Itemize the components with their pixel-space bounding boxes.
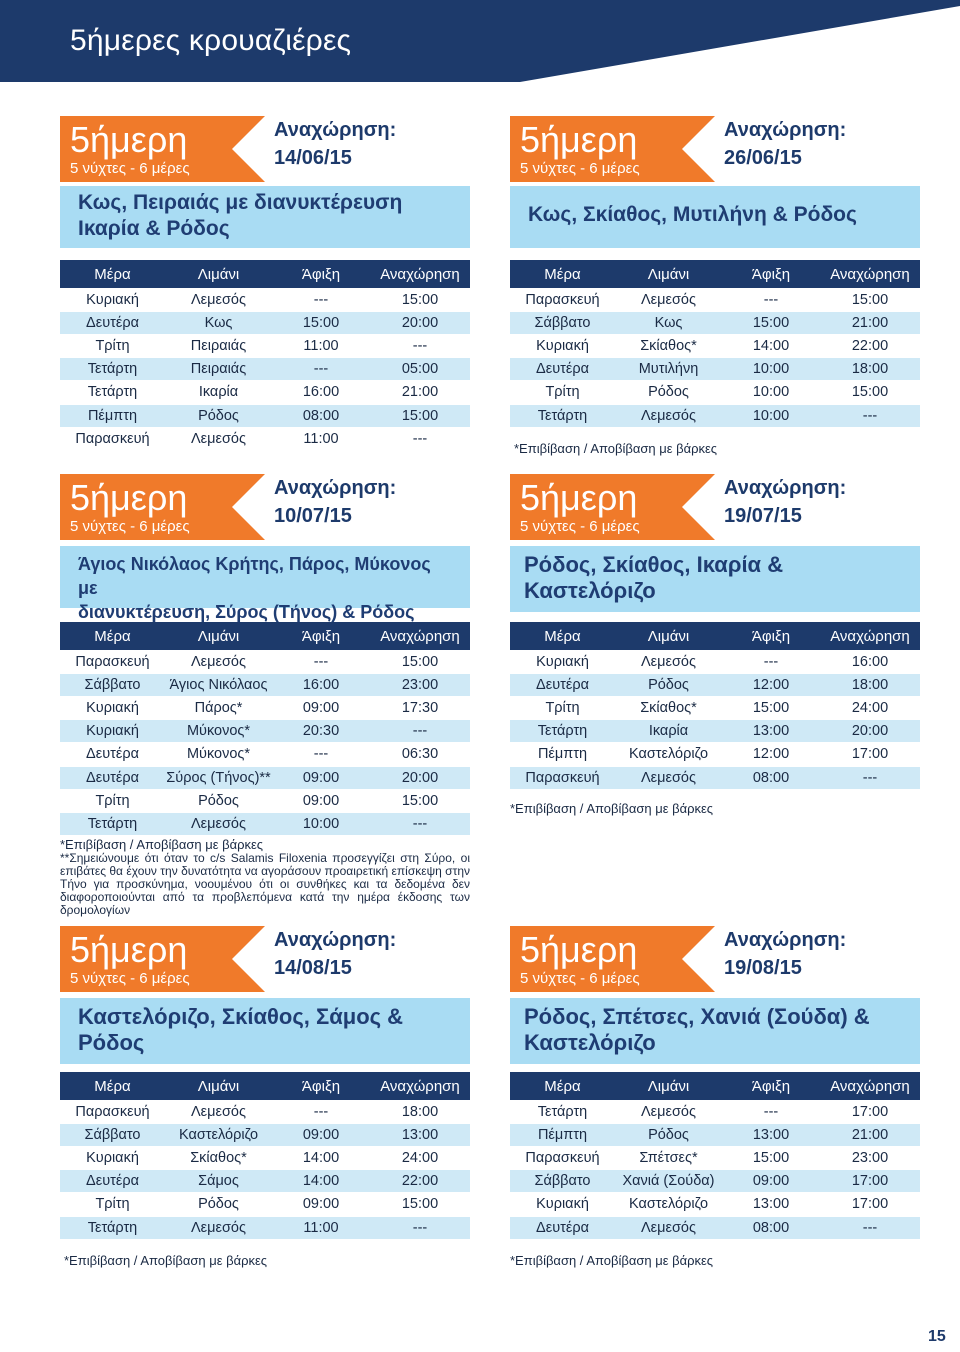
cell-day: Κυριακή (536, 338, 589, 355)
page-banner (0, 0, 960, 82)
footnote-syros: **Σημειώνουμε ότι όταν το c/s Salamis Filoxenia προσεγγίζει στη Σύρο, οι επιβάτες θα έχουν την δυνατότητα να αγοράσουν προαιρετική επίσκεψη στην Τήνο για προσκύνημα, νοουμένου ότι οι συνθήκες και τα δεδομένα δεν διαφοροποιούνται από τα προβλεπόμενα κατά την ημέρα έκδοσης των δρομολογίων (60, 851, 470, 917)
header-departure: Αναχώρηση (830, 1077, 910, 1095)
departure-label: Αναχώρηση: (274, 477, 397, 499)
cell-arrival: --- (313, 746, 329, 763)
cell-day: Σάββατο (84, 1127, 141, 1144)
departure-info (724, 474, 846, 530)
table-row (60, 1217, 470, 1239)
cell-arrival: 13:00 (752, 723, 790, 740)
table-row (510, 1170, 920, 1192)
route-box (60, 998, 470, 1064)
cell-port: Σκίαθος* (640, 338, 697, 355)
cell-arrival: --- (313, 654, 329, 671)
cell-arrival: --- (763, 292, 779, 309)
departure-date: 26/06/15 (724, 147, 802, 169)
departure-info (274, 116, 396, 172)
cell-departure: 17:00 (851, 1104, 889, 1121)
cell-arrival: 09:00 (302, 1127, 340, 1144)
schedule-table (510, 622, 920, 789)
cell-day: Κυριακή (86, 292, 139, 309)
table-row (510, 767, 920, 789)
cell-arrival: 16:00 (302, 677, 340, 694)
cell-port: Ρόδος (198, 1196, 239, 1213)
cell-day: Πέμπτη (87, 407, 138, 424)
cell-day: Δευτέρα (86, 769, 139, 786)
cell-arrival: 15:00 (752, 315, 790, 332)
cell-port: Μύκονος* (186, 723, 251, 740)
table-row (510, 312, 920, 334)
route-line: Άγιος Νικόλαος Κρήτης, Πάρος, Μύκονος με (78, 554, 431, 598)
table-row (60, 767, 470, 789)
schedule-table (60, 260, 470, 450)
table-row (60, 1101, 470, 1123)
cruise-badge (510, 474, 715, 540)
cell-day: Τρίτη (545, 700, 580, 717)
badge-title: 5ήμερη (70, 477, 188, 518)
header-day: Μέρα (94, 627, 131, 645)
departure-label: Αναχώρηση: (274, 119, 397, 141)
header-departure: Αναχώρηση (380, 627, 460, 645)
badge-title: 5ήμερη (70, 119, 188, 160)
table-row (60, 335, 470, 357)
cell-arrival: 10:00 (752, 361, 790, 378)
cell-port: Καστελόριζο (628, 746, 709, 763)
cell-departure: 17:00 (851, 1196, 889, 1213)
cell-day: Τετάρτη (87, 361, 138, 378)
departure-info (724, 926, 846, 982)
badge-title: 5ήμερη (70, 929, 188, 970)
cell-departure: 15:00 (401, 292, 439, 309)
cell-arrival: --- (313, 292, 329, 309)
cell-arrival: 13:00 (752, 1196, 790, 1213)
table-row (60, 405, 470, 427)
cell-port: Λεμεσός (641, 654, 696, 671)
header-arrival: Άφιξη (751, 265, 791, 283)
cell-departure: 18:00 (401, 1104, 439, 1121)
schedule-table (510, 1072, 920, 1239)
table-row (510, 1147, 920, 1169)
departure-label: Αναχώρηση: (724, 929, 847, 951)
cell-departure: 20:00 (401, 315, 439, 332)
cell-day: Παρασκευή (525, 769, 600, 786)
departure-date: 14/06/15 (274, 147, 352, 169)
cell-departure: 20:00 (851, 723, 889, 740)
schedule-table (60, 1072, 470, 1239)
badge-subtitle: 5 νύχτες - 6 μέρες (520, 518, 640, 535)
route-box (510, 998, 920, 1064)
cell-departure: 23:00 (401, 677, 439, 694)
departure-label: Αναχώρηση: (274, 929, 397, 951)
table-row (60, 358, 470, 380)
cell-day: Τρίτη (545, 384, 580, 401)
cell-port: Καστελόριζο (628, 1196, 709, 1213)
header-day: Μέρα (544, 627, 581, 645)
cruise-badge (510, 926, 715, 992)
cell-day: Δευτέρα (86, 315, 139, 332)
cell-port: Λεμεσός (641, 407, 696, 424)
cell-departure: 15:00 (401, 407, 439, 424)
cell-departure: --- (412, 338, 428, 355)
cell-port: Σπέτσες* (639, 1150, 698, 1167)
header-departure: Αναχώρηση (380, 265, 460, 283)
footnote: *Επιβίβαση / Αποβίβαση με βάρκες (64, 1253, 268, 1268)
cell-departure: 17:30 (401, 700, 439, 717)
table-row (510, 674, 920, 696)
route-box (510, 186, 920, 248)
cell-departure: --- (412, 723, 428, 740)
footnote: *Επιβίβαση / Αποβίβαση με βάρκες (514, 441, 718, 456)
table-row (60, 1193, 470, 1215)
cell-day: Παρασκευή (75, 1104, 150, 1121)
cell-port: Λεμεσός (191, 1104, 246, 1121)
cell-port: Ρόδος (198, 407, 239, 424)
table-row (510, 651, 920, 673)
cruise-badge (60, 474, 265, 540)
badge-subtitle: 5 νύχτες - 6 μέρες (70, 160, 190, 177)
footnote: *Επιβίβαση / Αποβίβαση με βάρκες (60, 837, 264, 852)
table-row (510, 743, 920, 765)
cell-arrival: --- (763, 654, 779, 671)
cell-day: Κυριακή (536, 654, 589, 671)
cell-departure: 15:00 (401, 1196, 439, 1213)
cell-port: Σάμος (198, 1173, 239, 1190)
cell-arrival: 09:00 (752, 1173, 790, 1190)
header-day: Μέρα (94, 1077, 131, 1095)
footnote: *Επιβίβαση / Αποβίβαση με βάρκες (510, 801, 714, 816)
schedule-table (60, 622, 470, 835)
table-row (510, 381, 920, 403)
cell-departure: 18:00 (851, 677, 889, 694)
footnote: *Επιβίβαση / Αποβίβαση με βάρκες (510, 1253, 714, 1268)
departure-date: 19/08/15 (724, 957, 802, 979)
route-line: Κως, Πειραιάς με διανυκτέρευση (78, 191, 403, 214)
cell-arrival: 14:00 (302, 1150, 340, 1167)
cell-port: Άγιος Νικόλαος (169, 677, 268, 694)
route-box (510, 546, 920, 612)
cell-arrival: 10:00 (752, 384, 790, 401)
table-row (60, 790, 470, 812)
route-box (60, 546, 470, 622)
cell-departure: 17:00 (851, 746, 889, 763)
cruise-badge (510, 116, 715, 182)
cell-port: Ρόδος (648, 384, 689, 401)
cell-day: Τετάρτη (537, 407, 588, 424)
cell-port: Λεμεσός (191, 430, 246, 447)
header-arrival: Άφιξη (751, 1077, 791, 1095)
table-row (60, 651, 470, 673)
header-departure: Αναχώρηση (830, 265, 910, 283)
cell-departure: --- (862, 769, 878, 786)
badge-title: 5ήμερη (520, 119, 638, 160)
route-box (60, 186, 470, 248)
cell-day: Σάββατο (534, 1173, 591, 1190)
header-port: Λιμάνι (197, 265, 240, 283)
cell-departure: 15:00 (851, 292, 889, 309)
table-row (60, 381, 470, 403)
cell-day: Παρασκευή (525, 292, 600, 309)
page-number: 15 (928, 1328, 946, 1345)
departure-label: Αναχώρηση: (724, 477, 847, 499)
cell-arrival: 09:00 (302, 792, 340, 809)
cell-port: Λεμεσός (641, 769, 696, 786)
departure-info (274, 474, 396, 530)
cell-arrival: 12:00 (752, 677, 790, 694)
cell-departure: 23:00 (851, 1150, 889, 1167)
cell-day: Κυριακή (86, 700, 139, 717)
table-header (60, 622, 470, 650)
cell-arrival: 09:00 (302, 769, 340, 786)
table-row (60, 1124, 470, 1146)
cell-day: Πέμπτη (537, 1127, 588, 1144)
cruise-badge (60, 116, 265, 182)
cell-day: Δευτέρα (86, 1173, 139, 1190)
cell-arrival: --- (763, 1104, 779, 1121)
cell-arrival: 15:00 (752, 700, 790, 717)
table-row (510, 697, 920, 719)
table-row (60, 312, 470, 334)
cell-port: Λεμεσός (191, 815, 246, 832)
header-port: Λιμάνι (197, 627, 240, 645)
cell-day: Τετάρτη (537, 723, 588, 740)
cell-arrival: 15:00 (752, 1150, 790, 1167)
cell-arrival: 12:00 (752, 746, 790, 763)
badge-title: 5ήμερη (520, 477, 638, 518)
table-row (60, 289, 470, 311)
departure-label: Αναχώρηση: (724, 119, 847, 141)
cell-departure: 06:30 (401, 746, 439, 763)
cell-arrival: 15:00 (302, 315, 340, 332)
cell-port: Κως (654, 315, 683, 332)
route-line: Κως, Σκίαθος, Μυτιλήνη & Ρόδος (528, 203, 857, 226)
cell-departure: --- (412, 430, 428, 447)
cell-day: Παρασκευή (75, 654, 150, 671)
table-header (510, 622, 920, 650)
cell-arrival: 10:00 (752, 407, 790, 424)
table-row (60, 697, 470, 719)
cell-day: Σάββατο (84, 677, 141, 694)
badge-title: 5ήμερη (520, 929, 638, 970)
cell-day: Τρίτη (95, 1196, 130, 1213)
cell-day: Κυριακή (86, 1150, 139, 1167)
page-title: 5ήμερες κρουαζιέρες (70, 24, 352, 57)
cell-port: Ικαρία (198, 384, 239, 401)
header-day: Μέρα (544, 265, 581, 283)
route-line: Καστελόριζο (524, 578, 656, 603)
cell-arrival: 11:00 (303, 1219, 339, 1236)
cell-day: Τετάρτη (537, 1104, 588, 1121)
cell-port: Σύρος (Τήνος)** (166, 769, 271, 786)
header-departure: Αναχώρηση (380, 1077, 460, 1095)
cell-port: Ικαρία (648, 723, 689, 740)
cell-port: Λεμεσός (641, 292, 696, 309)
cell-arrival: 20:30 (302, 723, 340, 740)
header-port: Λιμάνι (647, 265, 690, 283)
header-departure: Αναχώρηση (830, 627, 910, 645)
cell-port: Σκίαθος* (640, 700, 697, 717)
badge-subtitle: 5 νύχτες - 6 μέρες (70, 970, 190, 987)
departure-info (724, 116, 846, 172)
cell-arrival: 10:00 (302, 815, 340, 832)
table-row (510, 335, 920, 357)
header-arrival: Άφιξη (751, 627, 791, 645)
table-row (60, 1170, 470, 1192)
cell-day: Πέμπτη (537, 746, 588, 763)
cell-day: Παρασκευή (75, 430, 150, 447)
cell-arrival: 09:00 (302, 1196, 340, 1213)
cell-arrival: 09:00 (302, 700, 340, 717)
cell-departure: 15:00 (401, 654, 439, 671)
cell-departure: 05:00 (401, 361, 439, 378)
cell-departure: 21:00 (851, 1127, 889, 1144)
cell-day: Δευτέρα (536, 677, 589, 694)
cell-departure: 21:00 (401, 384, 439, 401)
cell-arrival: 08:00 (752, 1219, 790, 1236)
cell-day: Δευτέρα (536, 1219, 589, 1236)
cruise-badge (60, 926, 265, 992)
cell-day: Σάββατο (534, 315, 591, 332)
route-line: Καστελόριζο (524, 1030, 656, 1055)
table-row (510, 1101, 920, 1123)
cell-port: Λεμεσός (641, 1104, 696, 1121)
cell-arrival: 13:00 (752, 1127, 790, 1144)
cell-port: Ρόδος (198, 792, 239, 809)
header-day: Μέρα (94, 265, 131, 283)
header-day: Μέρα (544, 1077, 581, 1095)
table-row (510, 405, 920, 427)
cell-port: Πάρος* (194, 700, 243, 717)
cell-port: Λεμεσός (191, 292, 246, 309)
cell-arrival: 08:00 (752, 769, 790, 786)
cell-departure: 13:00 (401, 1127, 439, 1144)
cell-day: Παρασκευή (525, 1150, 600, 1167)
table-row (510, 358, 920, 380)
cell-day: Τετάρτη (87, 815, 138, 832)
cell-arrival: 14:00 (752, 338, 790, 355)
cell-arrival: 11:00 (303, 338, 339, 355)
cell-departure: 18:00 (851, 361, 889, 378)
badge-subtitle: 5 νύχτες - 6 μέρες (70, 518, 190, 535)
cell-departure: 15:00 (851, 384, 889, 401)
cell-departure: 16:00 (851, 654, 889, 671)
cell-port: Ρόδος (648, 1127, 689, 1144)
cell-arrival: --- (313, 1104, 329, 1121)
cell-port: Πειραιάς (190, 361, 247, 378)
departure-date: 14/08/15 (274, 957, 352, 979)
table-header (60, 1072, 470, 1100)
route-line: Ικαρία & Ρόδος (78, 217, 230, 240)
table-row (60, 428, 470, 450)
table-row (60, 674, 470, 696)
table-row (510, 1217, 920, 1239)
cell-departure: --- (412, 1219, 428, 1236)
cell-day: Τετάρτη (87, 384, 138, 401)
cell-day: Κυριακή (536, 1196, 589, 1213)
cell-port: Μύκονος* (186, 746, 251, 763)
header-port: Λιμάνι (647, 627, 690, 645)
table-row (60, 720, 470, 742)
header-port: Λιμάνι (197, 1077, 240, 1095)
table-row (60, 1147, 470, 1169)
table-header (60, 260, 470, 288)
cell-port: Καστελόριζο (178, 1127, 259, 1144)
cell-departure: 17:00 (851, 1173, 889, 1190)
cell-departure: 15:00 (401, 792, 439, 809)
header-port: Λιμάνι (647, 1077, 690, 1095)
cell-port: Κως (204, 315, 233, 332)
cell-port: Λεμεσός (191, 654, 246, 671)
table-row (510, 1124, 920, 1146)
cell-port: Λεμεσός (641, 1219, 696, 1236)
route-line: Ρόδος, Σπέτσες, Χανιά (Σούδα) & (524, 1004, 870, 1029)
cell-departure: 24:00 (851, 700, 889, 717)
departure-date: 10/07/15 (274, 505, 352, 527)
departure-date: 19/07/15 (724, 505, 802, 527)
table-row (510, 289, 920, 311)
cell-departure: --- (862, 1219, 878, 1236)
cell-port: Ρόδος (648, 677, 689, 694)
cell-departure: 22:00 (851, 338, 889, 355)
cell-arrival: 14:00 (302, 1173, 340, 1190)
cell-departure: 21:00 (851, 315, 889, 332)
cell-day: Κυριακή (86, 723, 139, 740)
cell-port: Μυτιλήνη (638, 361, 699, 378)
cell-port: Σκίαθος* (190, 1150, 247, 1167)
cell-day: Δευτέρα (536, 361, 589, 378)
route-line: διανυκτέρευση, Σύρος (Τήνος) & Ρόδος (78, 602, 415, 622)
schedule-table (510, 260, 920, 427)
table-header (510, 260, 920, 288)
header-arrival: Άφιξη (301, 627, 341, 645)
cell-arrival: --- (313, 361, 329, 378)
route-line: Καστελόριζο, Σκίαθος, Σάμος & (78, 1004, 404, 1029)
cell-arrival: 16:00 (302, 384, 340, 401)
cell-port: Πειραιάς (190, 338, 247, 355)
cell-arrival: 08:00 (302, 407, 340, 424)
table-row (60, 813, 470, 835)
cell-day: Δευτέρα (86, 746, 139, 763)
route-line: Ρόδος (78, 1030, 145, 1055)
header-arrival: Άφιξη (301, 1077, 341, 1095)
cell-port: Χανιά (Σούδα) (622, 1173, 715, 1190)
cell-departure: 20:00 (401, 769, 439, 786)
cell-departure: 24:00 (401, 1150, 439, 1167)
cell-departure: --- (412, 815, 428, 832)
table-header (510, 1072, 920, 1100)
header-arrival: Άφιξη (301, 265, 341, 283)
cell-day: Τρίτη (95, 338, 130, 355)
badge-subtitle: 5 νύχτες - 6 μέρες (520, 970, 640, 987)
table-row (60, 743, 470, 765)
cell-port: Λεμεσός (191, 1219, 246, 1236)
cell-departure: --- (862, 407, 878, 424)
cell-day: Τετάρτη (87, 1219, 138, 1236)
route-line: Ρόδος, Σκίαθος, Ικαρία & (524, 552, 784, 577)
cell-day: Τρίτη (95, 792, 130, 809)
table-row (510, 1193, 920, 1215)
cell-departure: 22:00 (401, 1173, 439, 1190)
departure-info (274, 926, 396, 982)
table-row (510, 720, 920, 742)
cell-arrival: 11:00 (303, 430, 339, 447)
badge-subtitle: 5 νύχτες - 6 μέρες (520, 160, 640, 177)
